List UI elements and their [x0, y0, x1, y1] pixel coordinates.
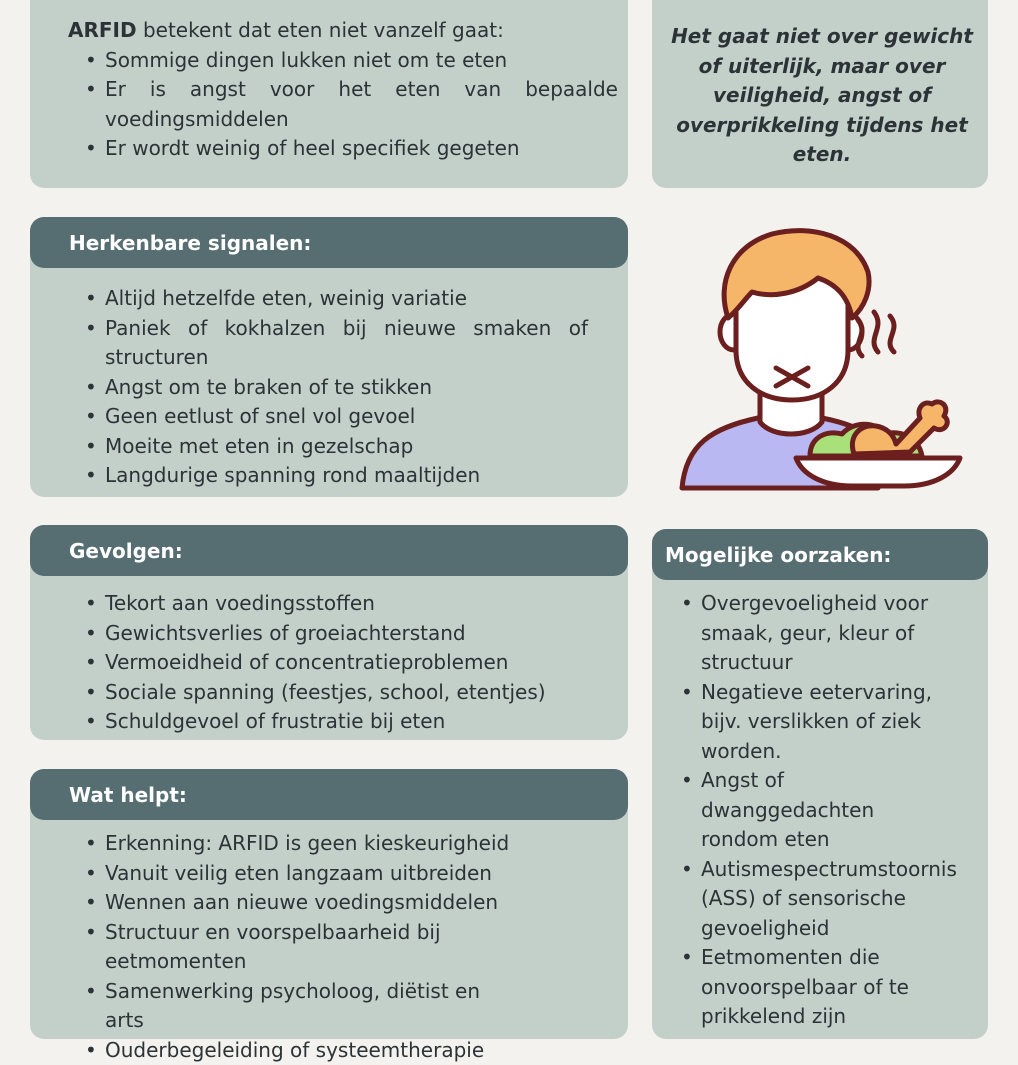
list-item: • Tekort aan voedingsstoffen [83, 589, 623, 619]
helpt-title: Wat helpt: [69, 783, 187, 807]
person-refusing-food-icon [672, 222, 968, 498]
signalen-header [30, 217, 628, 268]
intro-text [68, 16, 618, 46]
list-item: • Erkenning: ARFID is geen kieskeurigheid [83, 829, 523, 859]
list-item: • Sociale spanning (feestjes, school, etentjes) [83, 678, 623, 708]
list-item: • Eetmomenten die onvoorspelbaar of te prikkelend zijn [679, 943, 911, 1032]
oorzaken-list [679, 589, 979, 1032]
list-item: • Sommige dingen lukken niet om te eten [83, 46, 618, 76]
helpt-header [30, 769, 628, 820]
list-item: • Moeite met eten in gezelschap [83, 432, 588, 462]
list-item: • Autismespectrumstoornis (ASS) of sensorische gevoeligheid [679, 855, 979, 944]
gevolgen-list [83, 589, 623, 737]
illustration [672, 222, 968, 498]
list-item: • Angst of dwanggedachten rondom eten [679, 766, 881, 855]
gevolgen-title: Gevolgen: [69, 539, 183, 563]
intro-card [30, 0, 628, 188]
intro-list [68, 46, 618, 164]
oorzaken-header [652, 529, 988, 580]
helpt-card [30, 769, 628, 1039]
list-item: • Er wordt weinig of heel specifiek gegeten [83, 134, 618, 164]
list-item: • Overgevoeligheid voor smaak, geur, kleur of structuur [679, 589, 931, 678]
intro-term: ARFID [68, 18, 137, 42]
list-item: • Vermoeidheid of concentratieproblemen [83, 648, 623, 678]
list-item: • Vanuit veilig eten langzaam uitbreiden [83, 859, 523, 889]
gevolgen-card [30, 525, 628, 740]
list-item: • Schuldgevoel of frustratie bij eten [83, 707, 623, 737]
list-item: • Gewichtsverlies of groeiachterstand [83, 619, 623, 649]
list-item: • Er is angst voor het eten van bepaalde voedingsmiddelen [83, 75, 618, 134]
signalen-title: Herkenbare signalen: [69, 231, 311, 255]
list-item: • Wennen aan nieuwe voedingsmiddelen [83, 888, 523, 918]
list-item: • Langdurige spanning rond maaltijden [83, 461, 588, 491]
list-item: • Structuur en voorspelbaarheid bij eetmomenten [83, 918, 523, 977]
quote-text: Het gaat niet over gewicht of uiterlijk, maar over veiligheid, angst of overprikkeling tijdens het eten. [662, 22, 982, 170]
intro-description: betekent dat eten niet vanzelf gaat: [137, 18, 504, 42]
signalen-card [30, 217, 628, 497]
signalen-list [83, 284, 588, 491]
list-item: • Paniek of kokhalzen bij nieuwe smaken of structuren [83, 314, 588, 373]
oorzaken-title: Mogelijke oorzaken: [665, 543, 891, 567]
list-item: • Samenwerking psycholoog, diëtist en arts [83, 977, 523, 1036]
oorzaken-card [652, 529, 988, 1039]
helpt-list [83, 829, 523, 1065]
list-item: • Ouderbegeleiding of systeemtherapie [83, 1036, 523, 1065]
list-item: • Negatieve eetervaring, bijv. verslikken of ziek worden. [679, 678, 951, 767]
list-item: • Geen eetlust of snel vol gevoel [83, 402, 588, 432]
list-item: • Angst om te braken of te stikken [83, 373, 588, 403]
list-item: • Altijd hetzelfde eten, weinig variatie [83, 284, 588, 314]
gevolgen-header [30, 525, 628, 576]
